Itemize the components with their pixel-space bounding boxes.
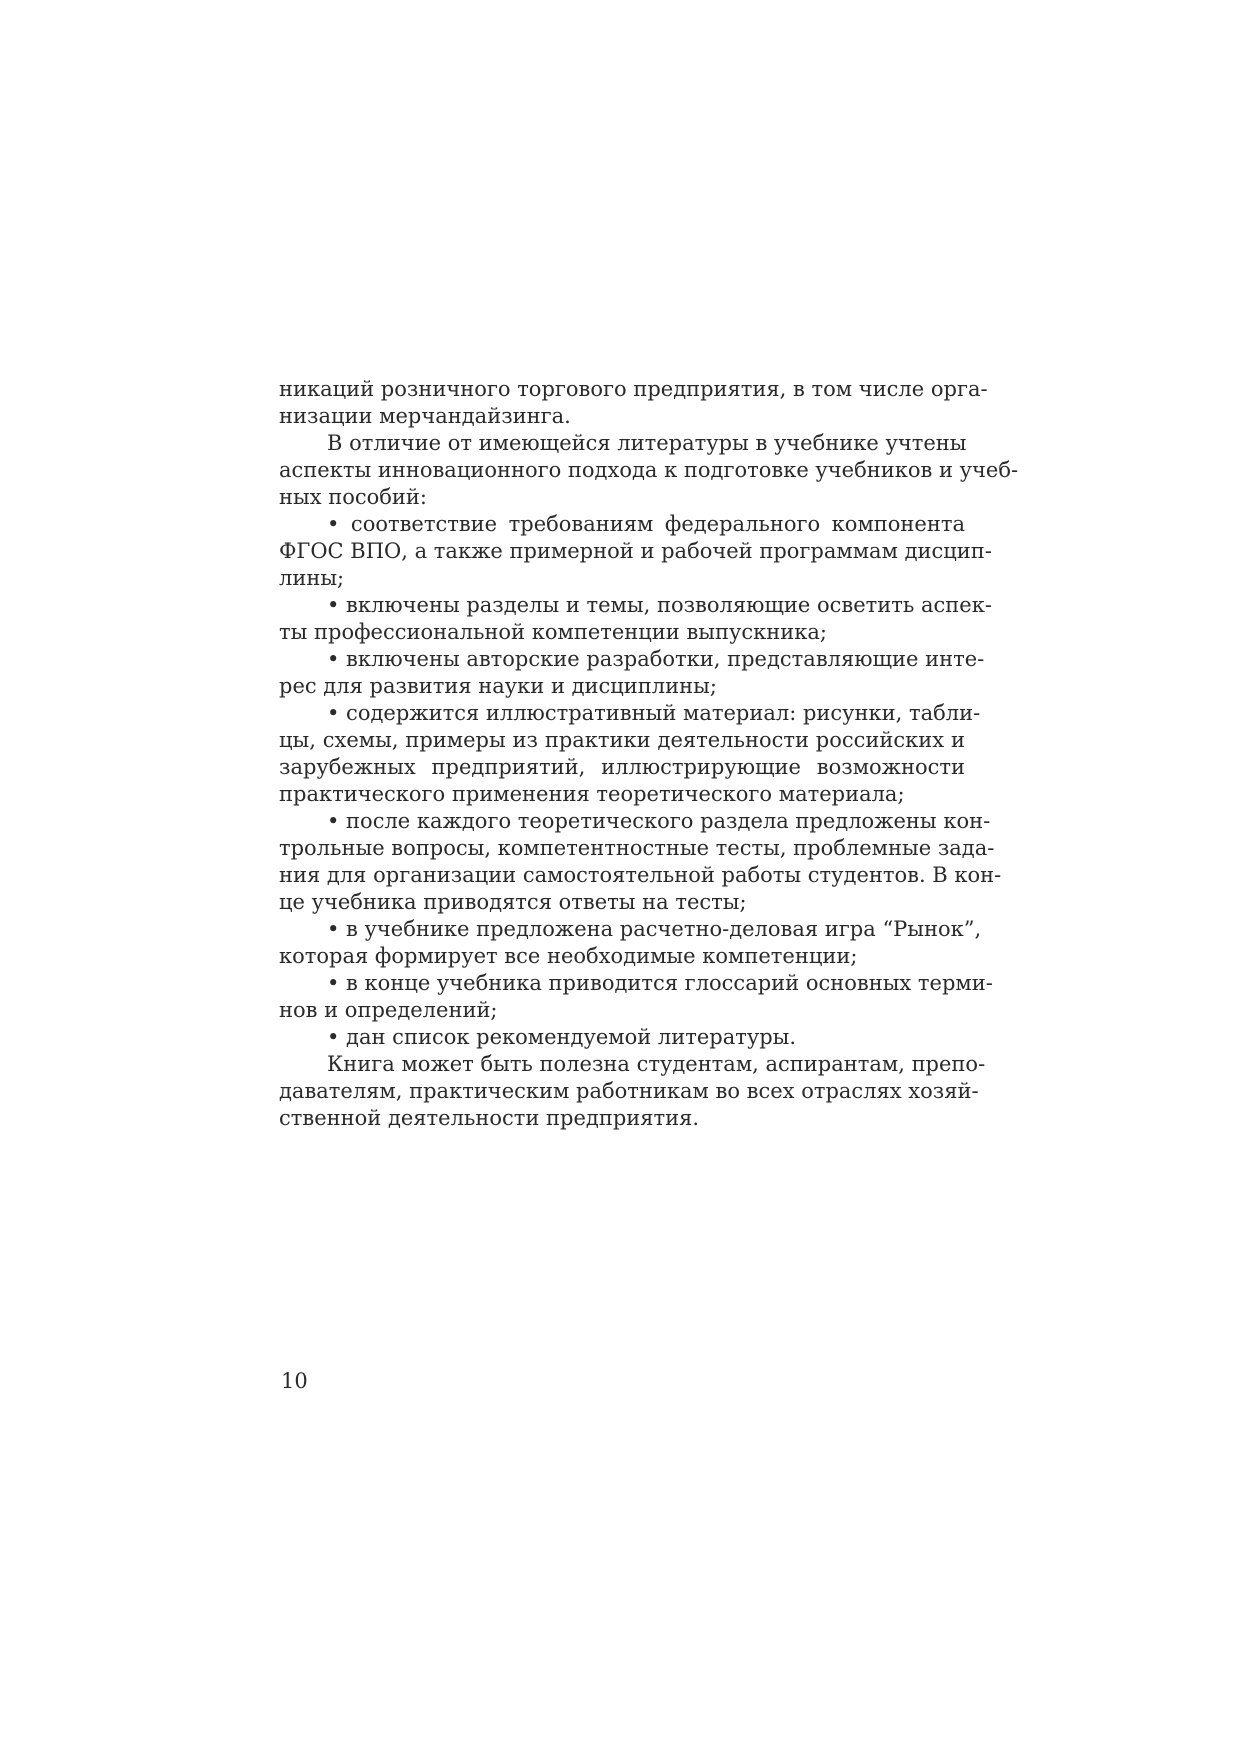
text-line: нов и определений; bbox=[279, 998, 498, 1022]
text-line: трольные вопросы, компетентностные тесты, проблемные зада- bbox=[279, 836, 995, 860]
text-line: лины; bbox=[279, 566, 345, 590]
text-line: ФГОС ВПО, а также примерной и рабочей программам дисцип- bbox=[279, 539, 992, 563]
text-line: ты профессиональной компетенции выпускника; bbox=[279, 620, 827, 644]
text-line: низации мерчандайзинга. bbox=[279, 404, 571, 428]
text-line: ных пособий: bbox=[279, 485, 427, 509]
text-line: В отличие от имеющейся литературы в учебнике учтены bbox=[327, 431, 967, 455]
bullet-line: • содержится иллюстративный материал: рисунки, табли- bbox=[327, 701, 981, 725]
body-text bbox=[279, 376, 1019, 1132]
text-line: Книга может быть полезна студентам, аспирантам, препо- bbox=[327, 1052, 986, 1076]
bullet-line: • в учебнике предложена расчетно-деловая игра “Рынок”, bbox=[327, 917, 982, 941]
bullet-line: • дан список рекомендуемой литературы. bbox=[327, 1025, 797, 1049]
page-number: 10 bbox=[281, 1369, 308, 1393]
bullet-line: • включены авторские разработки, представляющие инте- bbox=[327, 647, 985, 671]
text-line: це учебника приводятся ответы на тесты; bbox=[279, 890, 747, 914]
text-line: практического применения теоретического материала; bbox=[279, 782, 905, 806]
bullet-line: • соответствие требованиям федерального компонента bbox=[327, 512, 965, 536]
text-line: ния для организации самостоятельной работы студентов. В кон- bbox=[279, 863, 1002, 887]
bullet-line: • включены разделы и темы, позволяющие осветить аспек- bbox=[327, 593, 992, 617]
text-line: никаций розничного торгового предприятия, в том числе орга- bbox=[279, 377, 988, 401]
text-line: которая формирует все необходимые компетенции; bbox=[279, 944, 858, 968]
text-line: цы, схемы, примеры из практики деятельности российских и bbox=[279, 728, 965, 752]
text-line: аспекты инновационного подхода к подготовке учебников и учеб- bbox=[279, 458, 1019, 482]
text-line: ственной деятельности предприятия. bbox=[279, 1106, 700, 1130]
text-line: рес для развития науки и дисциплины; bbox=[279, 674, 717, 698]
text-line: давателям, практическим работникам во всех отраслях хозяй- bbox=[279, 1079, 979, 1103]
bullet-line: • в конце учебника приводится глоссарий основных терми- bbox=[327, 971, 993, 995]
text-line: зарубежных предприятий, иллюстрирующие возможности bbox=[279, 755, 965, 779]
bullet-line: • после каждого теоретического раздела предложены кон- bbox=[327, 809, 991, 833]
